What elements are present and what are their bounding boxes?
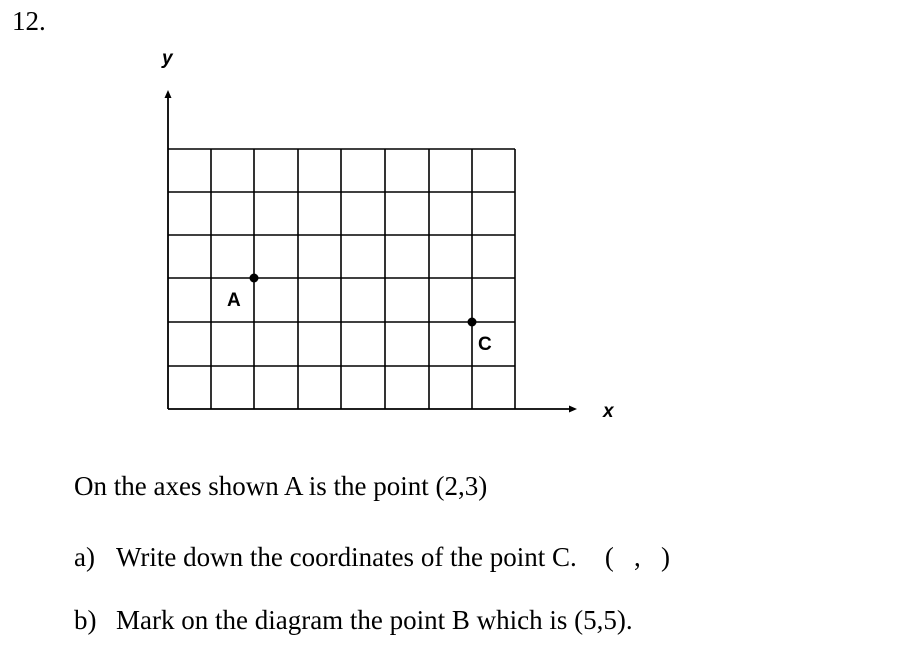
x-axis-arrow <box>569 406 577 413</box>
part-a <box>74 542 670 573</box>
grid-lines <box>168 149 515 409</box>
part-b <box>74 605 633 636</box>
y-axis-arrow <box>165 90 172 98</box>
intro-text: On the axes shown A is the point (2,3) <box>74 471 488 501</box>
x-axis-label: x <box>603 401 614 422</box>
part-a-letter: a) <box>74 542 95 572</box>
y-axis-label: y <box>162 48 173 69</box>
point-c-marker <box>468 318 477 327</box>
coordinate-answer-blank: ( , ) <box>604 542 671 572</box>
part-a-question: Write down the coordinates of the point C. <box>116 542 577 572</box>
point-c-label: C <box>478 334 492 355</box>
part-b-question: Mark on the diagram the point B which is (5,5). <box>116 605 633 635</box>
part-b-letter: b) <box>74 605 97 635</box>
point-a-marker <box>250 274 259 283</box>
point-a-label: A <box>227 290 241 311</box>
question-number: 12. <box>12 6 46 36</box>
